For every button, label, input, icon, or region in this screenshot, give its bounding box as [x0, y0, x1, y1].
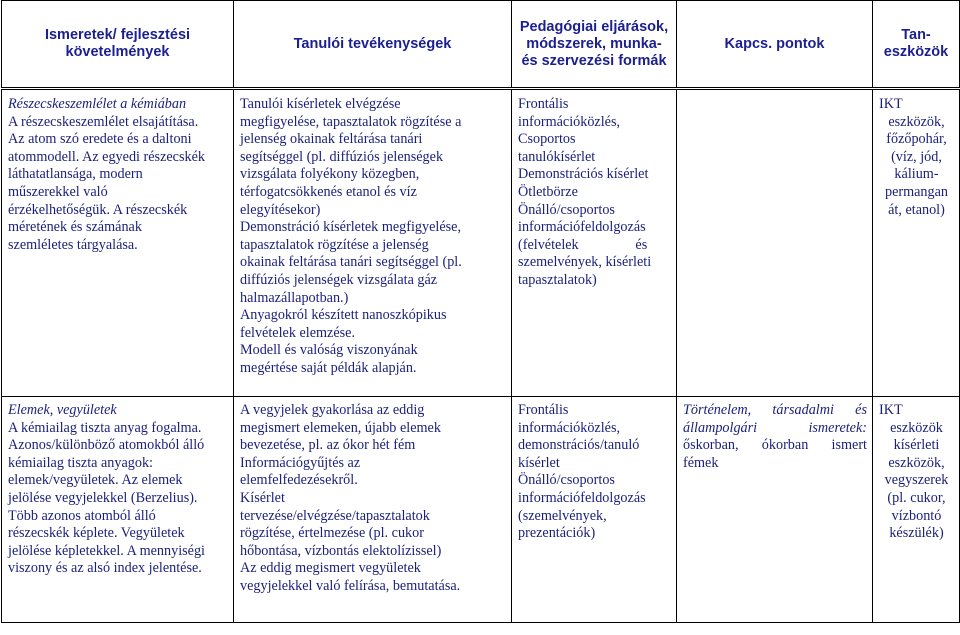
text-line: viszony és az alsó index jelentése.	[8, 560, 202, 577]
text-line: Történelem, társadalmi és	[683, 402, 867, 418]
text-line: Önálló/csoportos	[518, 472, 615, 489]
header-connections	[677, 1, 873, 89]
header-line: Pedagógiai eljárások,	[519, 18, 669, 35]
text-line: Ötletbörze	[518, 183, 578, 200]
text-line: megismert elemeken, újabb elemek	[240, 419, 441, 436]
text-line: A részecskeszemlélet elsajátítása.	[8, 113, 199, 130]
header-tools	[873, 1, 960, 89]
topic-title: Részecskeszemlélet a kémiában	[8, 96, 187, 112]
text-line: kísérleti	[893, 437, 940, 454]
text-line: vegyszerek	[884, 472, 949, 489]
header-line: követelmények	[65, 44, 170, 60]
header-line: Tan-	[901, 27, 931, 43]
methods-cell	[512, 89, 677, 397]
text-line: Kísérlet	[240, 489, 285, 506]
text-line: Demonstrációs kísérlet	[518, 166, 649, 183]
text-line: kálium-	[894, 166, 939, 183]
text-line: rögzítése, értelmezése (pl. cukor	[240, 525, 424, 542]
text-line: IKT	[879, 402, 903, 418]
connections-cell	[677, 89, 873, 397]
text-line: Az atom szó eredete és a daltoni	[8, 131, 192, 148]
text-line: Demonstráció kísérletek megfigyelése,	[240, 219, 462, 236]
text-line: állampolgári ismeretek:	[683, 419, 867, 436]
text-line: atommodell. Az egyedi részecskék	[8, 148, 205, 165]
text-line: demonstrációs/tanuló	[518, 437, 640, 454]
text-line: jelölése vegyjelekkel (Berzelius).	[8, 489, 198, 506]
text-line: tapasztalatok)	[518, 271, 597, 288]
text-line: részecskék képlete. Vegyületek	[8, 525, 185, 542]
text-line: eszközök	[890, 419, 943, 436]
text-line: vegyjelekkel való felírása, bemutatása.	[240, 577, 461, 594]
text-line: bevezetése, pl. az ókor hét fém	[240, 437, 416, 454]
header-activities	[234, 1, 512, 89]
text-line: (felvételek és	[518, 236, 648, 253]
text-line: (pl. cukor,	[887, 489, 946, 506]
text-line: információközlés,	[518, 113, 621, 130]
header-line: eszközök	[883, 44, 949, 60]
text-line: Információgyűjtés az	[240, 454, 361, 471]
text-line: kémiailag tiszta anyagok:	[8, 454, 153, 471]
text-line: Önálló/csoportos	[518, 201, 615, 218]
text-line: láthatatlansága, modern	[8, 166, 143, 183]
text-line: szemléletes tárgyalása.	[8, 236, 138, 253]
text-line: Frontális	[518, 96, 569, 112]
text-line: térfogatcsökkenés etanol és víz	[240, 183, 417, 200]
text-line: őskorban, ókorban ismert	[683, 437, 867, 454]
header-line: Ismeretek/ fejlesztési	[44, 27, 191, 43]
text-line: készülék)	[889, 525, 944, 542]
methods-cell	[512, 397, 677, 623]
text-line: Azonos/különböző atomokból álló	[8, 437, 205, 454]
text-line: elegyítésekor)	[240, 201, 321, 218]
text-line: jelölése képletekkel. A mennyiségi	[8, 542, 205, 559]
text-line: megfigyelése, tapasztalatok rögzítése a	[240, 113, 462, 130]
topic-title: Elemek, vegyületek	[8, 402, 117, 418]
text-line: Modell és valóság viszonyának	[240, 342, 418, 359]
text-line: vizsgálata folyékony közegben,	[240, 166, 420, 183]
text-line: Az eddig megismert vegyületek	[240, 560, 421, 577]
text-line: jelenség okainak feltárása tanári	[240, 131, 423, 148]
knowledge-cell	[2, 89, 234, 397]
text-line: prezentációk)	[518, 525, 596, 542]
text-line: főzőpohár,	[886, 131, 947, 148]
connections-cell	[677, 397, 873, 623]
text-line: Több azonos atomból álló	[8, 507, 156, 524]
text-line: diffúziós jelenségek vizsgálata gáz	[240, 271, 438, 288]
table-header-row	[2, 1, 960, 89]
tools-cell	[873, 397, 960, 623]
text-line: A vegyjelek gyakorlása az eddig	[240, 402, 425, 418]
header-line: Kapcs. pontok	[724, 35, 825, 52]
knowledge-cell	[2, 397, 234, 623]
activities-cell	[234, 89, 512, 397]
text-line: Csoportos	[518, 131, 576, 148]
text-line: információfeldolgozás	[518, 489, 646, 506]
text-line: érzékelhetőségük. A részecskék	[8, 201, 188, 218]
text-line: elemfelfedezésekről.	[240, 472, 358, 489]
text-line: okainak feltárása tanári segítséggel (pl.	[240, 254, 462, 271]
text-line: hőbontása, vízbontás elektolízissel)	[240, 542, 442, 559]
text-line: Frontális	[518, 402, 569, 418]
text-line: szemelvények, kísérleti	[518, 254, 652, 271]
text-line: vízbontó	[891, 507, 942, 524]
table-row	[2, 89, 960, 397]
header-line: Tanulói tevékenységek	[293, 35, 452, 52]
text-line: megértése saját példák alapján.	[240, 359, 417, 376]
text-line: segítséggel (pl. diffúziós jelenségek	[240, 148, 444, 165]
header-line: módszerek, munka-	[526, 35, 662, 52]
text-line: eszközök,	[888, 454, 945, 471]
text-line: fémek	[683, 454, 719, 471]
text-line: felvételek elemzése.	[240, 324, 356, 341]
tools-cell	[873, 89, 960, 397]
activities-cell	[234, 397, 512, 623]
text-line: elemek/vegyületek. Az elemek	[8, 472, 183, 489]
text-line: A kémiailag tiszta anyag fogalma.	[8, 419, 202, 436]
text-line: permangan	[884, 183, 949, 200]
text-line: át, etanol)	[888, 201, 945, 218]
text-line: információfeldolgozás	[518, 219, 646, 236]
text-line: IKT	[879, 96, 903, 112]
text-line: tapasztalatok rögzítése a jelenség	[240, 236, 429, 253]
curriculum-table	[1, 0, 960, 623]
text-line: (víz, jód,	[891, 148, 942, 165]
text-line: (szemelvények,	[518, 507, 607, 524]
text-line: méretének és számának	[8, 219, 142, 236]
text-line: információközlés,	[518, 419, 621, 436]
text-line: tanulókísérlet	[518, 148, 596, 165]
text-line: műszerekkel való	[8, 183, 108, 200]
text-line: halmazállapotban.)	[240, 289, 349, 306]
text-line: Anyagokról készített nanoszkópikus	[240, 307, 447, 324]
text-line: eszközök,	[888, 113, 945, 130]
text-line: tervezése/elvégzése/tapasztalatok	[240, 507, 430, 524]
header-methods	[512, 1, 677, 89]
text-line: kísérlet	[518, 454, 560, 471]
header-line: és szervezési formák	[521, 52, 667, 69]
text-line: Tanulói kísérletek elvégzése	[240, 96, 401, 112]
table-row	[2, 397, 960, 623]
header-knowledge	[2, 1, 234, 89]
